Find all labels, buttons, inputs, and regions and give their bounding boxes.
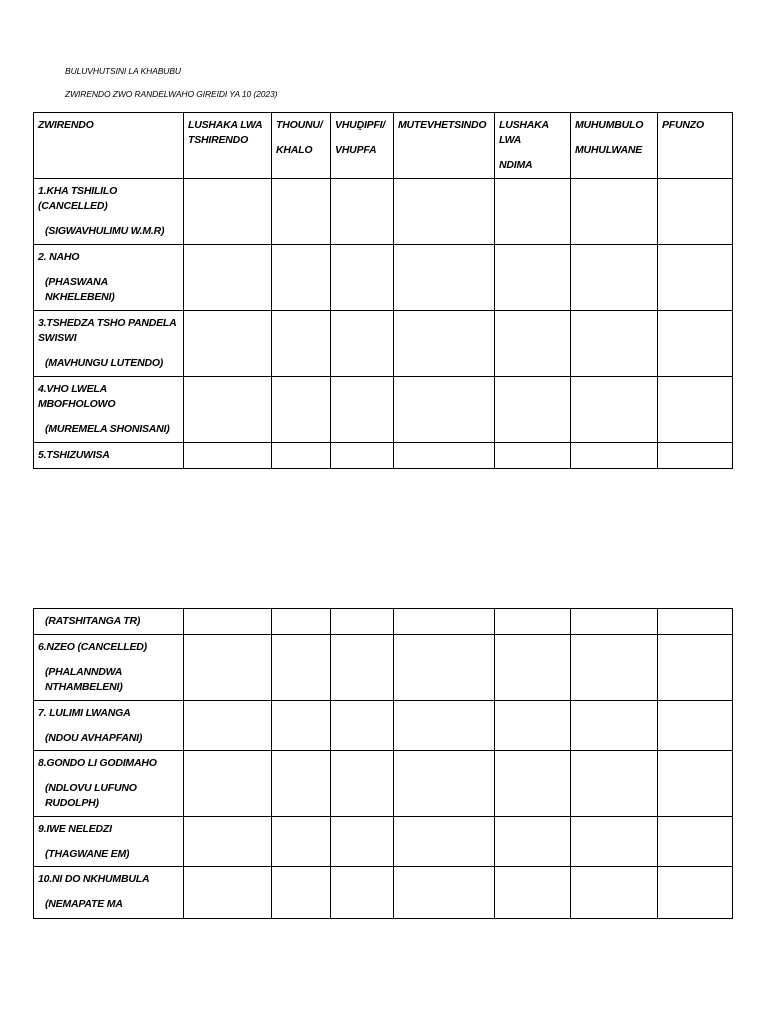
empty-cell bbox=[571, 817, 658, 867]
table-row bbox=[34, 609, 733, 635]
empty-cell bbox=[658, 443, 733, 469]
book-title: 4.VHO LWELA MBOFHOLOWO bbox=[38, 383, 116, 410]
table-row bbox=[34, 701, 733, 751]
empty-cell bbox=[184, 443, 272, 469]
book-cell bbox=[34, 635, 184, 701]
book-cell bbox=[34, 245, 184, 311]
column-header bbox=[34, 113, 184, 179]
empty-cell bbox=[331, 635, 394, 701]
column-header-line: ZWIRENDO bbox=[38, 119, 94, 131]
column-header bbox=[272, 113, 331, 179]
empty-cell bbox=[331, 817, 394, 867]
empty-cell bbox=[658, 245, 733, 311]
column-header-line: LWA bbox=[499, 134, 522, 146]
spacer bbox=[38, 412, 179, 422]
column-header bbox=[331, 113, 394, 179]
book-author: (PHALANNDWA NTHAMBELENI) bbox=[45, 666, 123, 693]
empty-cell bbox=[495, 179, 571, 245]
empty-cell bbox=[394, 443, 495, 469]
book-cell bbox=[34, 701, 184, 751]
spacer bbox=[38, 771, 179, 781]
books-table-part-1 bbox=[33, 112, 733, 469]
spacer bbox=[38, 887, 179, 897]
book-title: 1.KHA TSHILILO (CANCELLED) bbox=[38, 185, 118, 212]
column-header-line: LUSHAKA bbox=[499, 119, 549, 131]
empty-cell bbox=[184, 179, 272, 245]
empty-cell bbox=[184, 701, 272, 751]
empty-cell bbox=[272, 179, 331, 245]
book-author: (MAVHUNGU LUTENDO) bbox=[45, 357, 164, 369]
empty-cell bbox=[571, 179, 658, 245]
empty-cell bbox=[571, 609, 658, 635]
column-header-line: MUHULWANE bbox=[575, 144, 643, 156]
empty-cell bbox=[495, 751, 571, 817]
books-table-part-2 bbox=[33, 608, 733, 919]
empty-cell bbox=[394, 179, 495, 245]
book-author: (PHASWANA NKHELEBENI) bbox=[45, 276, 115, 303]
empty-cell bbox=[331, 311, 394, 377]
empty-cell bbox=[571, 751, 658, 817]
book-author: (MUREMELA SHONISANI) bbox=[45, 423, 170, 435]
empty-cell bbox=[394, 751, 495, 817]
empty-cell bbox=[658, 609, 733, 635]
table-row bbox=[34, 751, 733, 817]
empty-cell bbox=[495, 311, 571, 377]
spacer bbox=[38, 837, 179, 847]
empty-cell bbox=[495, 609, 571, 635]
empty-cell bbox=[571, 635, 658, 701]
spacer bbox=[38, 346, 179, 356]
book-cell bbox=[34, 867, 184, 919]
book-cell bbox=[34, 179, 184, 245]
document-subtitle: ZWIRENDO ZWO RANDELWAHO GIREIDI YA 10 (2023) bbox=[65, 89, 278, 99]
spacer bbox=[38, 721, 179, 731]
empty-cell bbox=[272, 377, 331, 443]
empty-cell bbox=[394, 867, 495, 919]
empty-cell bbox=[331, 377, 394, 443]
column-header bbox=[658, 113, 733, 179]
school-name: BULUVHUTSINI LA KHABUBU bbox=[65, 66, 181, 76]
table-row bbox=[34, 311, 733, 377]
empty-cell bbox=[272, 817, 331, 867]
empty-cell bbox=[184, 867, 272, 919]
empty-cell bbox=[184, 609, 272, 635]
empty-cell bbox=[394, 635, 495, 701]
column-header bbox=[571, 113, 658, 179]
empty-cell bbox=[495, 377, 571, 443]
book-author: (NDOU AVHAPFANI) bbox=[45, 732, 143, 744]
empty-cell bbox=[394, 377, 495, 443]
empty-cell bbox=[331, 609, 394, 635]
empty-cell bbox=[331, 751, 394, 817]
empty-cell bbox=[495, 635, 571, 701]
column-header-line: MUTEVHETSINDO bbox=[398, 119, 487, 131]
column-header-line: VHUḒIPFI/ bbox=[335, 119, 386, 131]
empty-cell bbox=[571, 867, 658, 919]
empty-cell bbox=[495, 701, 571, 751]
column-header-line: VHUPFA bbox=[335, 144, 377, 156]
book-title: 9.IWE NELEDZI bbox=[38, 823, 112, 835]
empty-cell bbox=[272, 751, 331, 817]
empty-cell bbox=[184, 245, 272, 311]
book-title: 7. LULIMI LWANGA bbox=[38, 707, 131, 719]
empty-cell bbox=[658, 751, 733, 817]
book-title: 3.TSHEDZA TSHO PANDELA SWISWI bbox=[38, 317, 177, 344]
empty-cell bbox=[272, 443, 331, 469]
empty-cell bbox=[571, 377, 658, 443]
empty-cell bbox=[658, 377, 733, 443]
book-author: (NEMAPATE MA bbox=[45, 898, 123, 910]
empty-cell bbox=[331, 867, 394, 919]
spacer bbox=[38, 214, 179, 224]
column-header bbox=[394, 113, 495, 179]
empty-cell bbox=[658, 701, 733, 751]
empty-cell bbox=[272, 701, 331, 751]
column-header-line: MUHUMBULO bbox=[575, 119, 644, 131]
empty-cell bbox=[394, 817, 495, 867]
column-header-line: NDIMA bbox=[499, 159, 533, 171]
empty-cell bbox=[184, 635, 272, 701]
empty-cell bbox=[184, 377, 272, 443]
column-header-line: TSHIRENDO bbox=[188, 134, 249, 146]
empty-cell bbox=[184, 817, 272, 867]
table-row bbox=[34, 377, 733, 443]
empty-cell bbox=[495, 245, 571, 311]
empty-cell bbox=[658, 179, 733, 245]
empty-cell bbox=[272, 609, 331, 635]
empty-cell bbox=[394, 609, 495, 635]
book-cell bbox=[34, 377, 184, 443]
empty-cell bbox=[331, 443, 394, 469]
empty-cell bbox=[495, 443, 571, 469]
column-header-line: KHALO bbox=[276, 144, 313, 156]
column-header bbox=[184, 113, 272, 179]
table-row bbox=[34, 635, 733, 701]
empty-cell bbox=[394, 311, 495, 377]
table-row bbox=[34, 245, 733, 311]
table-row bbox=[34, 179, 733, 245]
column-header-line: PFUNZO bbox=[662, 119, 704, 131]
book-cell bbox=[34, 443, 184, 469]
book-cell bbox=[34, 751, 184, 817]
empty-cell bbox=[272, 245, 331, 311]
empty-cell bbox=[495, 817, 571, 867]
empty-cell bbox=[331, 179, 394, 245]
table-row bbox=[34, 443, 733, 469]
empty-cell bbox=[272, 867, 331, 919]
spacer bbox=[38, 655, 179, 665]
book-cell bbox=[34, 817, 184, 867]
book-title: 8.GONDO LI GODIMAHO bbox=[38, 757, 157, 769]
book-cell bbox=[34, 311, 184, 377]
book-author: (SIGWAVHULIMU W.M.R) bbox=[45, 225, 165, 237]
book-title: 2. NAHO bbox=[38, 251, 80, 263]
book-author: (THAGWANE EM) bbox=[45, 848, 130, 860]
book-title: 6.NZEO (CANCELLED) bbox=[38, 641, 147, 653]
empty-cell bbox=[272, 635, 331, 701]
spacer bbox=[38, 265, 179, 275]
book-cell bbox=[34, 609, 184, 635]
column-header bbox=[495, 113, 571, 179]
empty-cell bbox=[184, 751, 272, 817]
column-header-line: LUSHAKA LWA bbox=[188, 119, 263, 131]
column-header-line: THOUNU/ bbox=[276, 119, 323, 131]
empty-cell bbox=[658, 817, 733, 867]
empty-cell bbox=[571, 311, 658, 377]
book-author: (NDLOVU LUFUNO RUDOLPH) bbox=[45, 782, 137, 809]
empty-cell bbox=[495, 867, 571, 919]
empty-cell bbox=[571, 701, 658, 751]
header-row bbox=[34, 113, 733, 179]
empty-cell bbox=[331, 701, 394, 751]
table-row bbox=[34, 817, 733, 867]
empty-cell bbox=[658, 867, 733, 919]
book-title: 5.TSHIZUWISA bbox=[38, 449, 110, 461]
empty-cell bbox=[394, 245, 495, 311]
empty-cell bbox=[331, 245, 394, 311]
empty-cell bbox=[394, 701, 495, 751]
empty-cell bbox=[184, 311, 272, 377]
empty-cell bbox=[658, 311, 733, 377]
table-row bbox=[34, 867, 733, 919]
empty-cell bbox=[571, 443, 658, 469]
empty-cell bbox=[658, 635, 733, 701]
book-title: 10.NI DO NKHUMBULA bbox=[38, 873, 150, 885]
empty-cell bbox=[272, 311, 331, 377]
book-author: (RATSHITANGA TR) bbox=[45, 615, 141, 627]
empty-cell bbox=[571, 245, 658, 311]
